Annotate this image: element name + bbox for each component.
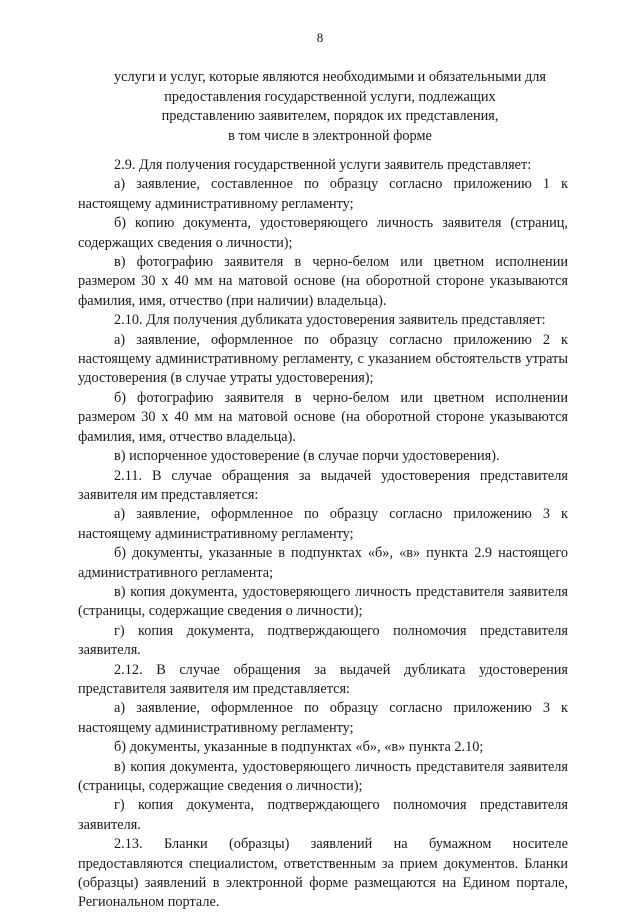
heading-line: услуги и услуг, которые являются необходимыми и обязательными для — [114, 69, 546, 85]
paragraph-2-12-a: а) заявление, оформленное по образцу согласно приложению 3 к настоящему административному регламенту; — [78, 700, 568, 736]
paragraph-2-12-g: г) копия документа, подтверждающего полномочия представителя заявителя. — [78, 797, 568, 833]
paragraph-2-11-b: б) документы, указанные в подпунктах «б», «в» пункта 2.9 настоящего административного регламента; — [78, 545, 568, 581]
paragraph-2-11-g: г) копия документа, подтверждающего полномочия представителя заявителя. — [78, 622, 568, 659]
paragraph-2-11-a: а) заявление, оформленное по образцу согласно приложению 3 к настоящему административному регламенту; — [78, 506, 568, 542]
paragraph-2-9-b: б) копию документа, удостоверяющего личность заявителя (страниц, содержащих сведения о личности); — [78, 215, 568, 251]
heading-line: в том числе в электронной форме — [228, 127, 432, 144]
paragraph-2-11: 2.11. В случае обращения за выдачей удостоверения представителя заявителя им представляется: — [78, 467, 568, 503]
paragraph-2-10-v: в) испорченное удостоверение (в случае порчи удостоверения). — [114, 448, 500, 465]
paragraph-2-10-b: б) фотографию заявителя в черно-белом или цветном исполнении размером 30 х 40 мм на матовой основе (на оборотной стороне указываются фамилия, имя, отчество владельца). — [78, 389, 568, 445]
heading-line: предоставления государственной услуги, подлежащих — [164, 88, 496, 105]
paragraph-2-10-a: а) заявление, оформленное по образцу согласно приложению 2 к настоящему административному регламенту, с указанием обстоятельств утраты удостоверения (в случае утраты удостоверения); — [78, 331, 568, 387]
paragraph-2-12-v: в) копия документа, удостоверяющего личность представителя заявителя (страницы, содержащие сведения о личности); — [78, 758, 568, 794]
paragraph-2-11-v: в) копия документа, удостоверяющего личность представителя заявителя (страницы, содержащие сведения о личности); — [78, 583, 568, 620]
paragraph-2-10: 2.10. Для получения дубликата удостоверения заявитель представляет: — [114, 312, 546, 329]
paragraph-2-12: 2.12. В случае обращения за выдачей дубликата удостоверения представителя заявителя им представляется: — [78, 661, 568, 697]
document-body — [78, 156, 568, 913]
paragraph-2-13: 2.13. Бланки (образцы) заявлений на бумажном носителе предоставляются специалистом, ответственным за прием документов. Бланки (образцы) заявлений в электронной форме размещаются на Едином портале, Региональном портале. — [78, 836, 568, 911]
heading-line: представлению заявителем, порядок их представления, — [161, 108, 499, 124]
section-heading — [90, 68, 570, 146]
page-number: 8 — [316, 30, 324, 45]
paragraph-2-9-a: а) заявление, составленное по образцу согласно приложению 1 к настоящему административному регламенту; — [78, 176, 568, 212]
paragraph-2-9: 2.9. Для получения государственной услуги заявитель представляет: — [114, 157, 532, 173]
paragraph-2-12-b: б) документы, указанные в подпунктах «б», «в» пункта 2.10; — [114, 739, 484, 756]
paragraph-2-9-v: в) фотографию заявителя в черно-белом или цветном исполнении размером 30 х 40 мм на матовой основе (на оборотной стороне указываются фамилия, имя, отчество (при наличии) владельца). — [78, 254, 568, 309]
